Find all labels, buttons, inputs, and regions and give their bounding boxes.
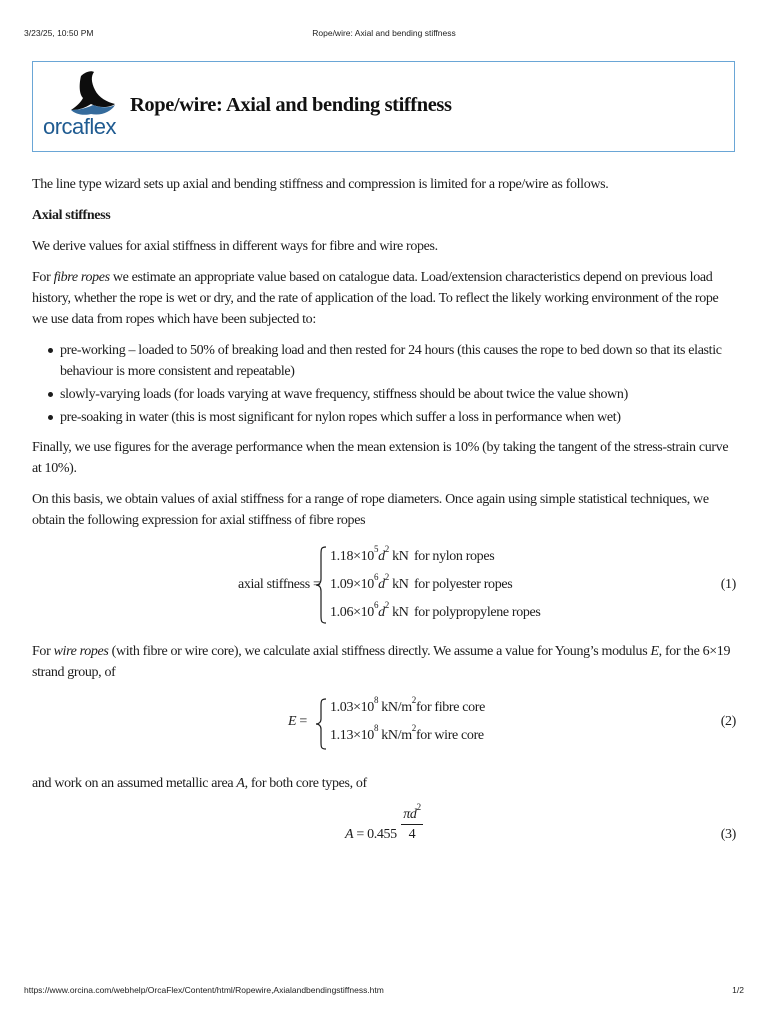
page-number: 1/2 bbox=[732, 985, 744, 995]
eq2-square: 2 bbox=[411, 723, 416, 734]
eq1-unit: kN bbox=[392, 605, 409, 620]
wire-post-text-1: (with fibre or wire core), we calculate axial stiffness directly. We assume a value for Young’s modulus bbox=[108, 644, 651, 659]
orcaflex-logo bbox=[41, 70, 117, 144]
eq2-row-wire-core bbox=[330, 725, 416, 746]
eq1-coef: 1.18×10 bbox=[330, 549, 374, 564]
eq3-fraction bbox=[401, 802, 423, 845]
eq2-unit: kN/m bbox=[381, 728, 412, 743]
eq1-coef: 1.09×10 bbox=[330, 577, 374, 592]
fibre-pre-text: For bbox=[32, 270, 54, 285]
eq2-exp: 8 bbox=[373, 695, 379, 706]
eq2-lhs: E = bbox=[288, 714, 307, 729]
youngs-modulus-symbol: E bbox=[650, 644, 659, 659]
eq1-row-polyester bbox=[330, 574, 409, 595]
eq3-numerator bbox=[401, 802, 423, 825]
eq1-cond-polyester: for polyester ropes bbox=[414, 577, 513, 592]
basis-paragraph: On this basis, we obtain values of axial stiffness for a range of rope diameters. Once again using simple statistical techniques, we obtain the following expression for axial stiffness of fibre ropes bbox=[32, 492, 709, 528]
eq2-number: (2) bbox=[720, 714, 736, 729]
eq3-square: 2 bbox=[416, 802, 421, 813]
eq1-var: d bbox=[378, 577, 385, 592]
eq1-var: d bbox=[378, 549, 385, 564]
eq2-coef: 1.03×10 bbox=[330, 700, 374, 715]
eq3-symbol: A bbox=[345, 827, 354, 842]
eq2-square: 2 bbox=[411, 695, 416, 706]
eq2-row-fibre-core bbox=[330, 697, 416, 718]
eq2-unit: kN/m bbox=[381, 700, 412, 715]
list-item: slowly-varying loads (for loads varying at wave frequency, stiffness should be about twice the value shown) bbox=[60, 384, 736, 405]
eq1-lhs: axial stiffness = bbox=[238, 577, 321, 592]
eq2-coef: 1.13×10 bbox=[330, 728, 374, 743]
wire-pre-text: For bbox=[32, 644, 54, 659]
wire-ropes-paragraph bbox=[32, 641, 736, 683]
print-header bbox=[24, 28, 744, 40]
eq1-exp: 6 bbox=[373, 572, 379, 583]
print-doc-title: Rope/wire: Axial and bending stiffness bbox=[312, 28, 456, 38]
print-datetime: 3/23/25, 10:50 PM bbox=[24, 28, 94, 38]
eq1-coef: 1.06×10 bbox=[330, 605, 374, 620]
section-heading-axial-stiffness: Axial stiffness bbox=[32, 208, 111, 223]
area-pre-text: and work on an assumed metallic area bbox=[32, 776, 237, 791]
page-title: Rope/wire: Axial and bending stiffness bbox=[130, 94, 452, 116]
finally-paragraph: Finally, we use figures for the average performance when the mean extension is 10% (by taking the tangent of the stress-strain curve at 10%). bbox=[32, 440, 729, 476]
eq1-var: d bbox=[378, 605, 385, 620]
area-post-text: , for both core types, of bbox=[244, 776, 367, 791]
equation-3 bbox=[32, 804, 736, 868]
fibre-ropes-emphasis: fibre ropes bbox=[53, 270, 110, 285]
eq1-square: 2 bbox=[384, 572, 389, 583]
eq3-lhs: A = 0.455 bbox=[345, 827, 397, 842]
print-url[interactable]: https://www.orcina.com/webhelp/OrcaFlex/Content/html/Ropewire,Axialandbendingstiffness.htm bbox=[24, 985, 384, 995]
area-symbol: A bbox=[236, 776, 245, 791]
derive-paragraph: We derive values for axial stiffness in different ways for fibre and wire ropes. bbox=[32, 239, 438, 254]
eq2-symbol: E bbox=[288, 714, 297, 729]
eq2-cond-wire-core: for wire core bbox=[416, 728, 484, 743]
eq1-cond-nylon: for nylon ropes bbox=[414, 549, 495, 564]
eq3-number: (3) bbox=[720, 827, 736, 842]
equation-1 bbox=[32, 541, 736, 627]
eq3-denominator: 4 bbox=[408, 827, 416, 842]
list-item: pre-working – loaded to 50% of breaking load and then rested for 24 hours (this causes the rope to bed down so that its elastic behaviour is more consistent and repeatable) bbox=[60, 340, 736, 382]
article-body bbox=[32, 174, 736, 878]
equation-2 bbox=[32, 693, 736, 751]
list-item: pre-soaking in water (this is most significant for nylon ropes which suffer a loss in performance when wet) bbox=[60, 407, 736, 428]
logo-wordmark: orcaflex bbox=[43, 114, 117, 139]
eq1-unit: kN bbox=[392, 549, 409, 564]
eq2-brace bbox=[315, 697, 327, 758]
page-banner bbox=[32, 61, 735, 152]
eq1-cond-polypropylene: for polypropylene ropes bbox=[414, 605, 541, 620]
eq1-square: 2 bbox=[384, 600, 389, 611]
eq1-exp: 5 bbox=[373, 544, 379, 555]
eq1-exp: 6 bbox=[373, 600, 379, 611]
intro-paragraph: The line type wizard sets up axial and bending stiffness and compression is limited for a rope/wire as follows. bbox=[32, 177, 609, 192]
eq2-cond-fibre-core: for fibre core bbox=[416, 700, 485, 715]
conditions-list bbox=[32, 340, 736, 428]
eq2-exp: 8 bbox=[373, 723, 379, 734]
eq3-coefficient: 0.455 bbox=[367, 827, 397, 842]
eq3-numer-text: πd bbox=[403, 807, 417, 822]
area-paragraph bbox=[32, 773, 736, 794]
eq1-row-polypropylene bbox=[330, 602, 409, 623]
wire-post-text-2: , for the 6×19 strand group, of bbox=[32, 644, 731, 680]
eq1-unit: kN bbox=[392, 577, 409, 592]
eq1-square: 2 bbox=[384, 544, 389, 555]
eq1-number: (1) bbox=[720, 577, 736, 592]
orca-icon bbox=[41, 70, 117, 120]
fibre-post-text: we estimate an appropriate value based on catalogue data. Load/extension characteristics depend on previous load history, whether the rope is wet or dry, and the rate of application of the load. To reflect the likely working environment of the rope we use data from ropes which have been subjected to: bbox=[32, 270, 719, 327]
eq1-row-nylon bbox=[330, 546, 409, 567]
print-footer bbox=[24, 985, 744, 997]
eq1-brace bbox=[315, 545, 327, 632]
fibre-ropes-paragraph bbox=[32, 267, 736, 330]
wire-ropes-emphasis: wire ropes bbox=[53, 644, 109, 659]
